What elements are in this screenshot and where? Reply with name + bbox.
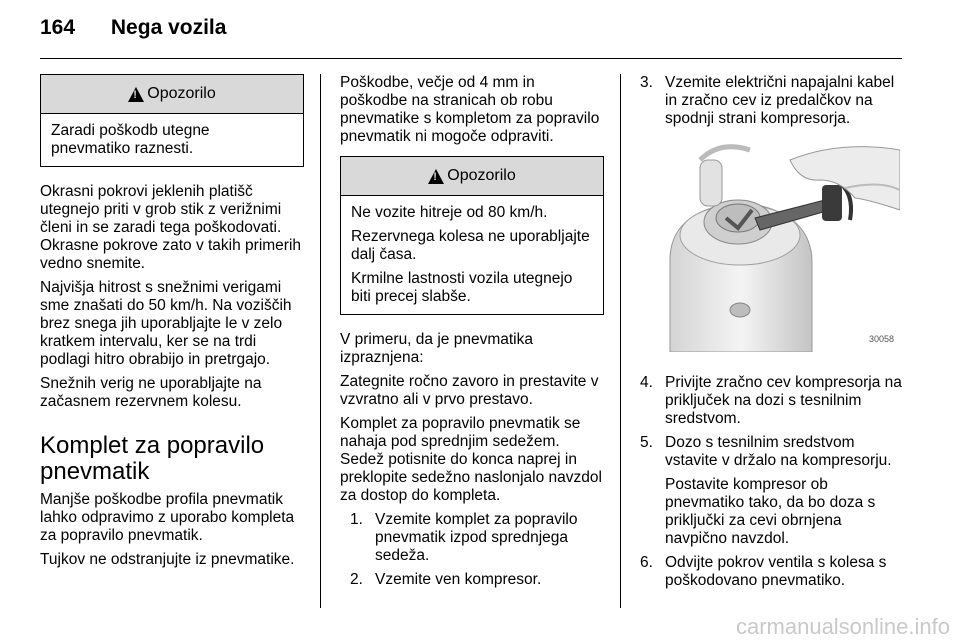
compressor-hose-icon (640, 140, 900, 352)
step-text: Dozo s tesnilnim sredstvom vstavite v držalo na kompresorju. (665, 434, 892, 469)
warning-text: Krmilne lastnosti vozila utegnejo biti precej slabše. (351, 270, 573, 305)
step-text: Vzemite električni napajalni kabel in zračno cev iz predalčkov na spodnji strani kompresorja. (665, 74, 895, 127)
warning-triangle-icon (128, 87, 144, 102)
step-number: 6. (640, 554, 653, 571)
list-item (640, 434, 904, 548)
step-number: 4. (640, 374, 653, 391)
paragraph: Najvišja hitrost s snežnimi verigami sme znašati do 50 km/h. Na voziščih brez snega jih uporabljajte le v zelo kratkem intervalu, ker se na trdi podlagi hitro obrabijo in pretrgajo. (40, 279, 292, 368)
paragraph: Snežnih verig ne uporabljajte na začasnem rezervnem kolesu. (40, 375, 262, 410)
warning-body (41, 114, 303, 166)
step-subtext: Postavite kompresor ob pnevmatiko tako, da bo doza s priključki za cevi obrnjena navpično navzdol. (665, 476, 876, 547)
warning-triangle-icon (428, 169, 444, 184)
warning-header (41, 75, 303, 114)
column-2 (340, 74, 604, 595)
step-text: Vzemite komplet za popravilo pnevmatik izpod sprednjega sedeža. (375, 511, 578, 564)
list-item (640, 374, 904, 428)
warning-box (340, 156, 604, 315)
paragraph: Manjše poškodbe profila pnevmatik lahko odpravimo z uporabo kompleta za popravilo pnevmatik. (40, 491, 295, 544)
list-item (350, 511, 604, 565)
step-text: Odvijte pokrov ventila s kolesa s poškodovano pnevmatiko. (665, 554, 887, 589)
paragraph: Poškodbe, večje od 4 mm in poškodbe na stranicah ob robu pnevmatike s kompletom za popravilo pnevmatik ni mogoče odpraviti. (340, 74, 600, 145)
step-number: 5. (640, 434, 653, 451)
step-content (665, 434, 904, 548)
column-1 (40, 74, 304, 575)
column-3 (640, 74, 904, 596)
paragraph: Tujkov ne odstranjujte iz pnevmatike. (40, 551, 295, 568)
step-number: 2. (350, 571, 363, 588)
warning-text: Rezervnega kolesa ne uporabljajte dalj časa. (351, 228, 590, 263)
warning-body (341, 196, 603, 314)
step-number: 3. (640, 74, 653, 91)
paragraph: V primeru, da je pnevmatika izpraznjena: (340, 331, 533, 366)
header-rule (40, 58, 902, 59)
list-item (640, 74, 904, 128)
figure-code: 30058 (868, 334, 894, 344)
list-item (350, 571, 604, 589)
step-number: 1. (350, 511, 363, 528)
step-text: Vzemite ven kompresor. (375, 571, 542, 588)
paragraph: Okrasni pokrovi jeklenih platišč utegnejo priti v grob stik z verižnimi členi in se zaradi tega poškodovati. Okrasne pokrove zato v takih primerih vedno snemite. (40, 183, 302, 272)
steps-list (350, 511, 604, 589)
steps-list (640, 374, 904, 590)
list-item (640, 554, 904, 590)
watermark: carmanualsonline.info (735, 614, 950, 639)
page-header (40, 16, 226, 40)
column-divider (320, 74, 321, 608)
section-heading: Komplet za popravilo pnevmatik (40, 432, 265, 485)
warning-title: Opozorilo (447, 167, 516, 184)
paragraph: Zategnite ročno zavoro in prestavite v vzvratno ali v prvo prestavo. (340, 373, 599, 408)
warning-header (341, 157, 603, 196)
step-text: Privijte zračno cev kompresorja na priključek na dozi s tesnilnim sredstvom. (665, 374, 902, 427)
page-title: Nega vozila (110, 16, 227, 39)
warning-text: Ne vozite hitreje od 80 km/h. (351, 204, 548, 221)
paragraph: Komplet za popravilo pnevmatik se nahaja pod sprednjim sedežem. Sedež potisnite do konca naprej in preklopite sedežno naslonjalo navzdol za dostop do kompleta. (340, 415, 602, 504)
warning-text: Zaradi poškodb utegne pnevmatiko raznesti. (51, 122, 210, 157)
steps-list (640, 74, 904, 128)
warning-box (40, 74, 304, 167)
page-number: 164 (40, 16, 76, 39)
compressor-illustration (640, 140, 900, 352)
warning-title: Opozorilo (147, 85, 216, 102)
column-divider (620, 74, 621, 608)
